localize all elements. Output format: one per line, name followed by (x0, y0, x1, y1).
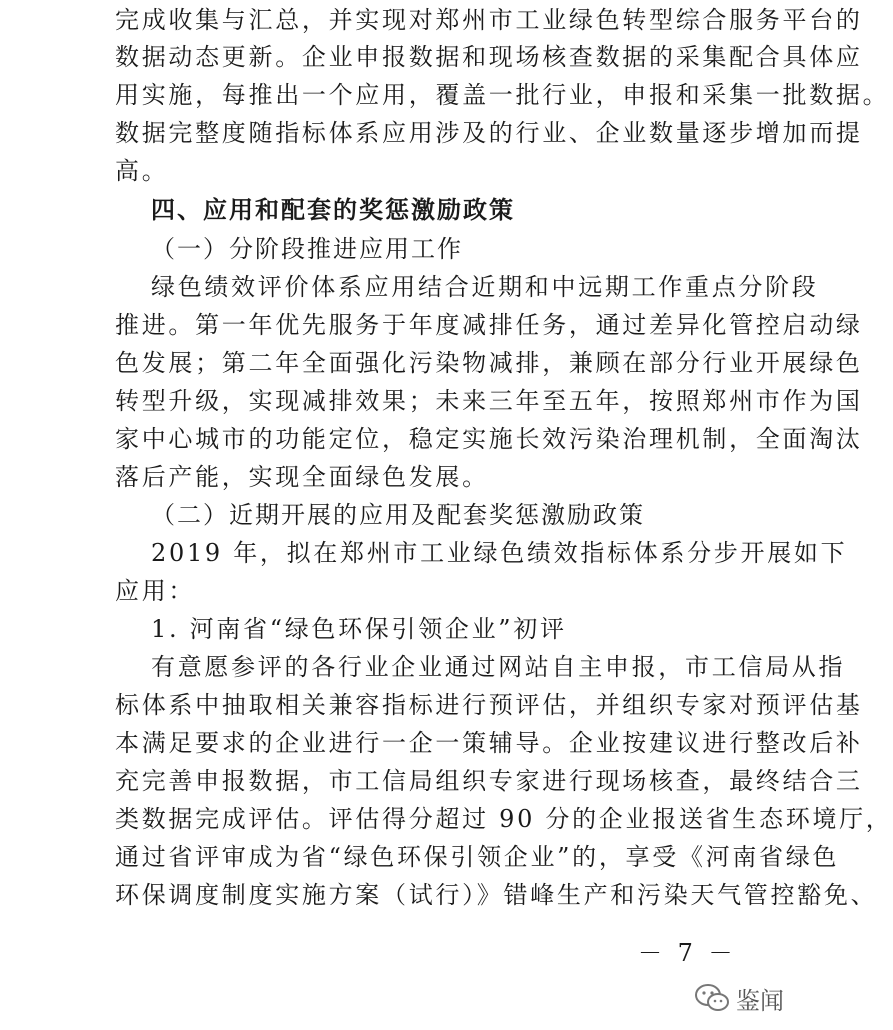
paragraph-line: 完成收集与汇总，并实现对郑州市工业绿色转型综合服务平台的 (115, 6, 863, 34)
paragraph-line: 高。 (115, 157, 169, 185)
paragraph-line: 本满足要求的企业进行一企一策辅导。企业按建议进行整改后补 (115, 729, 863, 757)
paragraph-line: 有意愿参评的各行业企业通过网站自主申报，市工信局从指 (151, 653, 846, 681)
subsection-heading: （二）近期开展的应用及配套奖惩激励政策 (151, 501, 645, 529)
paragraph-line: 落后产能，实现全面绿色发展。 (115, 463, 489, 491)
paragraph-line: 用实施，每推出一个应用，覆盖一批行业，申报和采集一批数据。 (115, 81, 890, 109)
paragraph-line: 2019 年，拟在郑州市工业绿色绩效指标体系分步开展如下 (151, 539, 848, 567)
paragraph-line: 应用： (115, 577, 196, 605)
paragraph-line: 通过省评审成为省“绿色环保引领企业”的，享受《河南省绿色 (115, 843, 840, 871)
paragraph-line: 类数据完成评估。评估得分超过 90 分的企业报送省生态环境厅， (115, 805, 893, 833)
paragraph-line: 家中心城市的功能定位，稳定实施长效污染治理机制，全面淘汰 (115, 425, 863, 453)
paragraph-line: 绿色绩效评价体系应用结合近期和中远期工作重点分阶段 (151, 273, 819, 301)
watermark (694, 978, 784, 1018)
paragraph-line: 推进。第一年优先服务于年度减排任务，通过差异化管控启动绿 (115, 311, 863, 339)
page-number: － 7 － (638, 939, 737, 967)
wechat-icon (694, 983, 730, 1013)
list-item-heading: 1. 河南省“绿色环保引领企业”初评 (151, 615, 567, 643)
paragraph-line: 转型升级，实现减排效果；未来三年至五年，按照郑州市作为国 (115, 387, 863, 415)
paragraph-line: 标体系中抽取相关兼容指标进行预评估，并组织专家对预评估基 (115, 691, 863, 719)
paragraph-line: 充完善申报数据，市工信局组织专家进行现场核查，最终结合三 (115, 767, 863, 795)
subsection-heading: （一）分阶段推进应用工作 (151, 235, 463, 263)
paragraph-line: 数据完整度随指标体系应用涉及的行业、企业数量逐步增加而提 (115, 119, 863, 147)
paragraph-line: 数据动态更新。企业申报数据和现场核查数据的采集配合具体应 (115, 43, 863, 71)
paragraph-line: 色发展；第二年全面强化污染物减排，兼顾在部分行业开展绿色 (115, 349, 863, 377)
section-heading: 四、应用和配套的奖惩激励政策 (151, 196, 515, 224)
watermark-text: 鉴闻 (736, 986, 784, 1015)
paragraph-line: 环保调度制度实施方案（试行）》错峰生产和污染天气管控豁免、 (115, 881, 878, 909)
